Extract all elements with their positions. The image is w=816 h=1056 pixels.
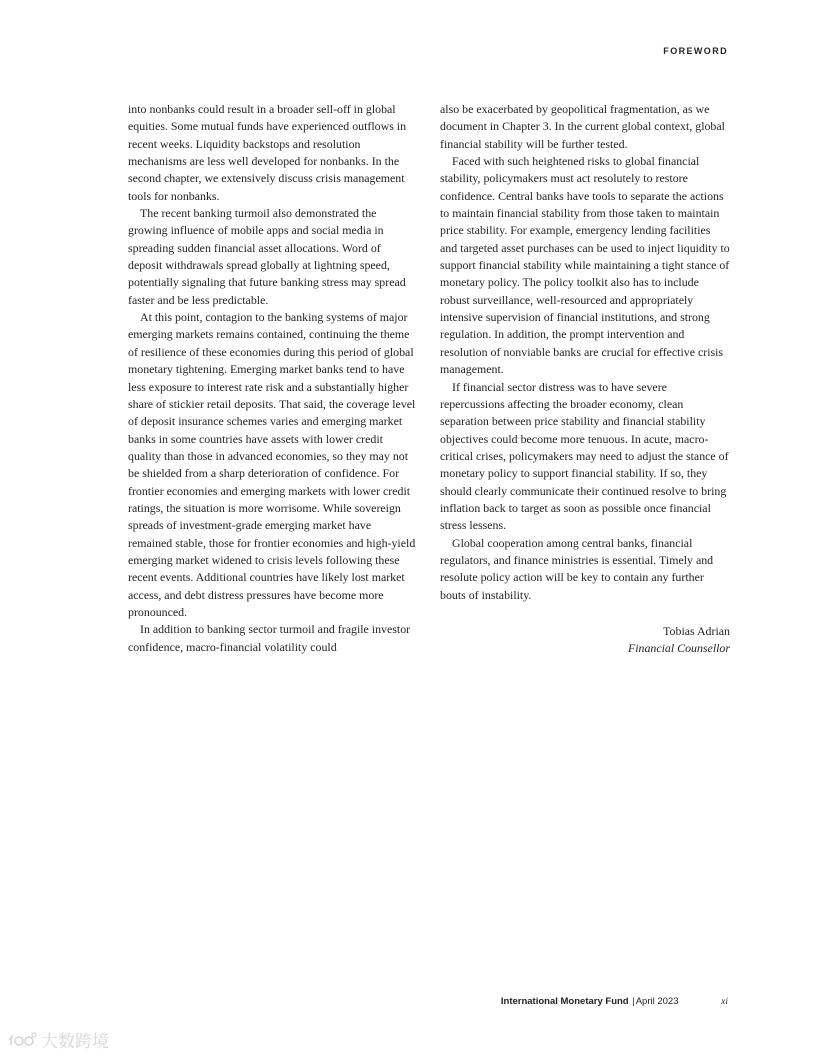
paragraph: Global cooperation among central banks, financial regulators, and finance ministries is essential. Timely and resolute policy action will be key to contain any further bouts of instability.	[440, 535, 714, 602]
page-number: xi	[721, 997, 728, 1007]
page-footer	[501, 996, 728, 1007]
watermark	[8, 1027, 109, 1052]
right-column	[440, 101, 730, 658]
watermark-text: 大数跨境	[41, 1032, 109, 1052]
paragraph: also be exacerbated by geopolitical fragmentation, as we document in Chapter 3. In the current global context, global financial stability will be further tested.	[440, 102, 725, 151]
paragraph: If financial sector distress was to have severe repercussions affecting the broader economy, clean separation between price stability and financial stability objectives could become more tenuous. In acute, macro-critical crises, policymakers may need to adjust the stance of monetary policy to support financial stability. If so, they should clearly communicate their continued resolve to bring inflation back to target as soon as possible once financial stress lessens.	[440, 379, 729, 533]
paragraph: The recent banking turmoil also demonstrated the growing influence of mobile apps and social media in spreading sudden financial asset allocations. Word of deposit withdrawals spread globally at lightning speed, potentially signaling that future banking stress may spread faster and be less predictable.	[128, 206, 406, 307]
footer-separator: |	[632, 996, 635, 1007]
running-head-section: FOREWORD	[663, 46, 728, 56]
paragraph: Faced with such heightened risks to global financial stability, policymakers must act resolutely to restore confidence. Central banks have tools to separate the actions to maintain financial stability from those taken to maintain price stability. For example, emergency lending facilities and targeted asset purchases can be used to inject liquidity to support financial stability while maintaining a tight stance of monetary policy. The policy toolkit also has to include robust surveillance, well-resourced and appropriately intensive supervision of financial institutions, and strong regulation. In addition, the prompt intervention and resolution of nonviable banks are crucial for effective crisis management.	[440, 154, 730, 377]
signature-title: Financial Counsellor	[627, 641, 730, 656]
paragraph: In addition to banking sector turmoil and fragile investor confidence, macro-financial volatility could	[128, 622, 411, 654]
footer-date: April 2023	[635, 996, 679, 1007]
watermark-logo-icon	[8, 1031, 38, 1049]
paragraph: into nonbanks could result in a broader sell-off in global equities. Some mutual funds have experienced outflows in recent weeks. Liquidity backstops and resolution mechanisms are less well developed for nonbanks. In the second chapter, we extensively discuss crisis management tools for nonbanks.	[128, 102, 407, 203]
footer-organization: International Monetary Fund	[500, 996, 629, 1007]
left-column	[128, 101, 418, 656]
paragraph: At this point, contagion to the banking systems of major emerging markets remains contained, continuing the theme of resilience of these economies during this period of global monetary tightening. Emerging market banks tend to have less exposure to interest rate risk and a substantially higher share of stickier retail deposits. That said, the coverage level of deposit insurance schemes varies and emerging market banks in some countries have assets with lower credit quality than those in advanced economies, so they may not be shielded from a sharp deterioration of confidence. For frontier economies and emerging markets with lower credit ratings, the situation is more worrisome. While sovereign spreads of investment-grade emerging market have remained stable, those for frontier economies and high-yield emerging market widened to crisis levels following these recent events. Additional countries have likely lost market access, and debt distress pressures have become more pronounced.	[128, 310, 416, 619]
signature-block	[440, 623, 730, 658]
signature-name: Tobias Adrian	[663, 623, 730, 638]
